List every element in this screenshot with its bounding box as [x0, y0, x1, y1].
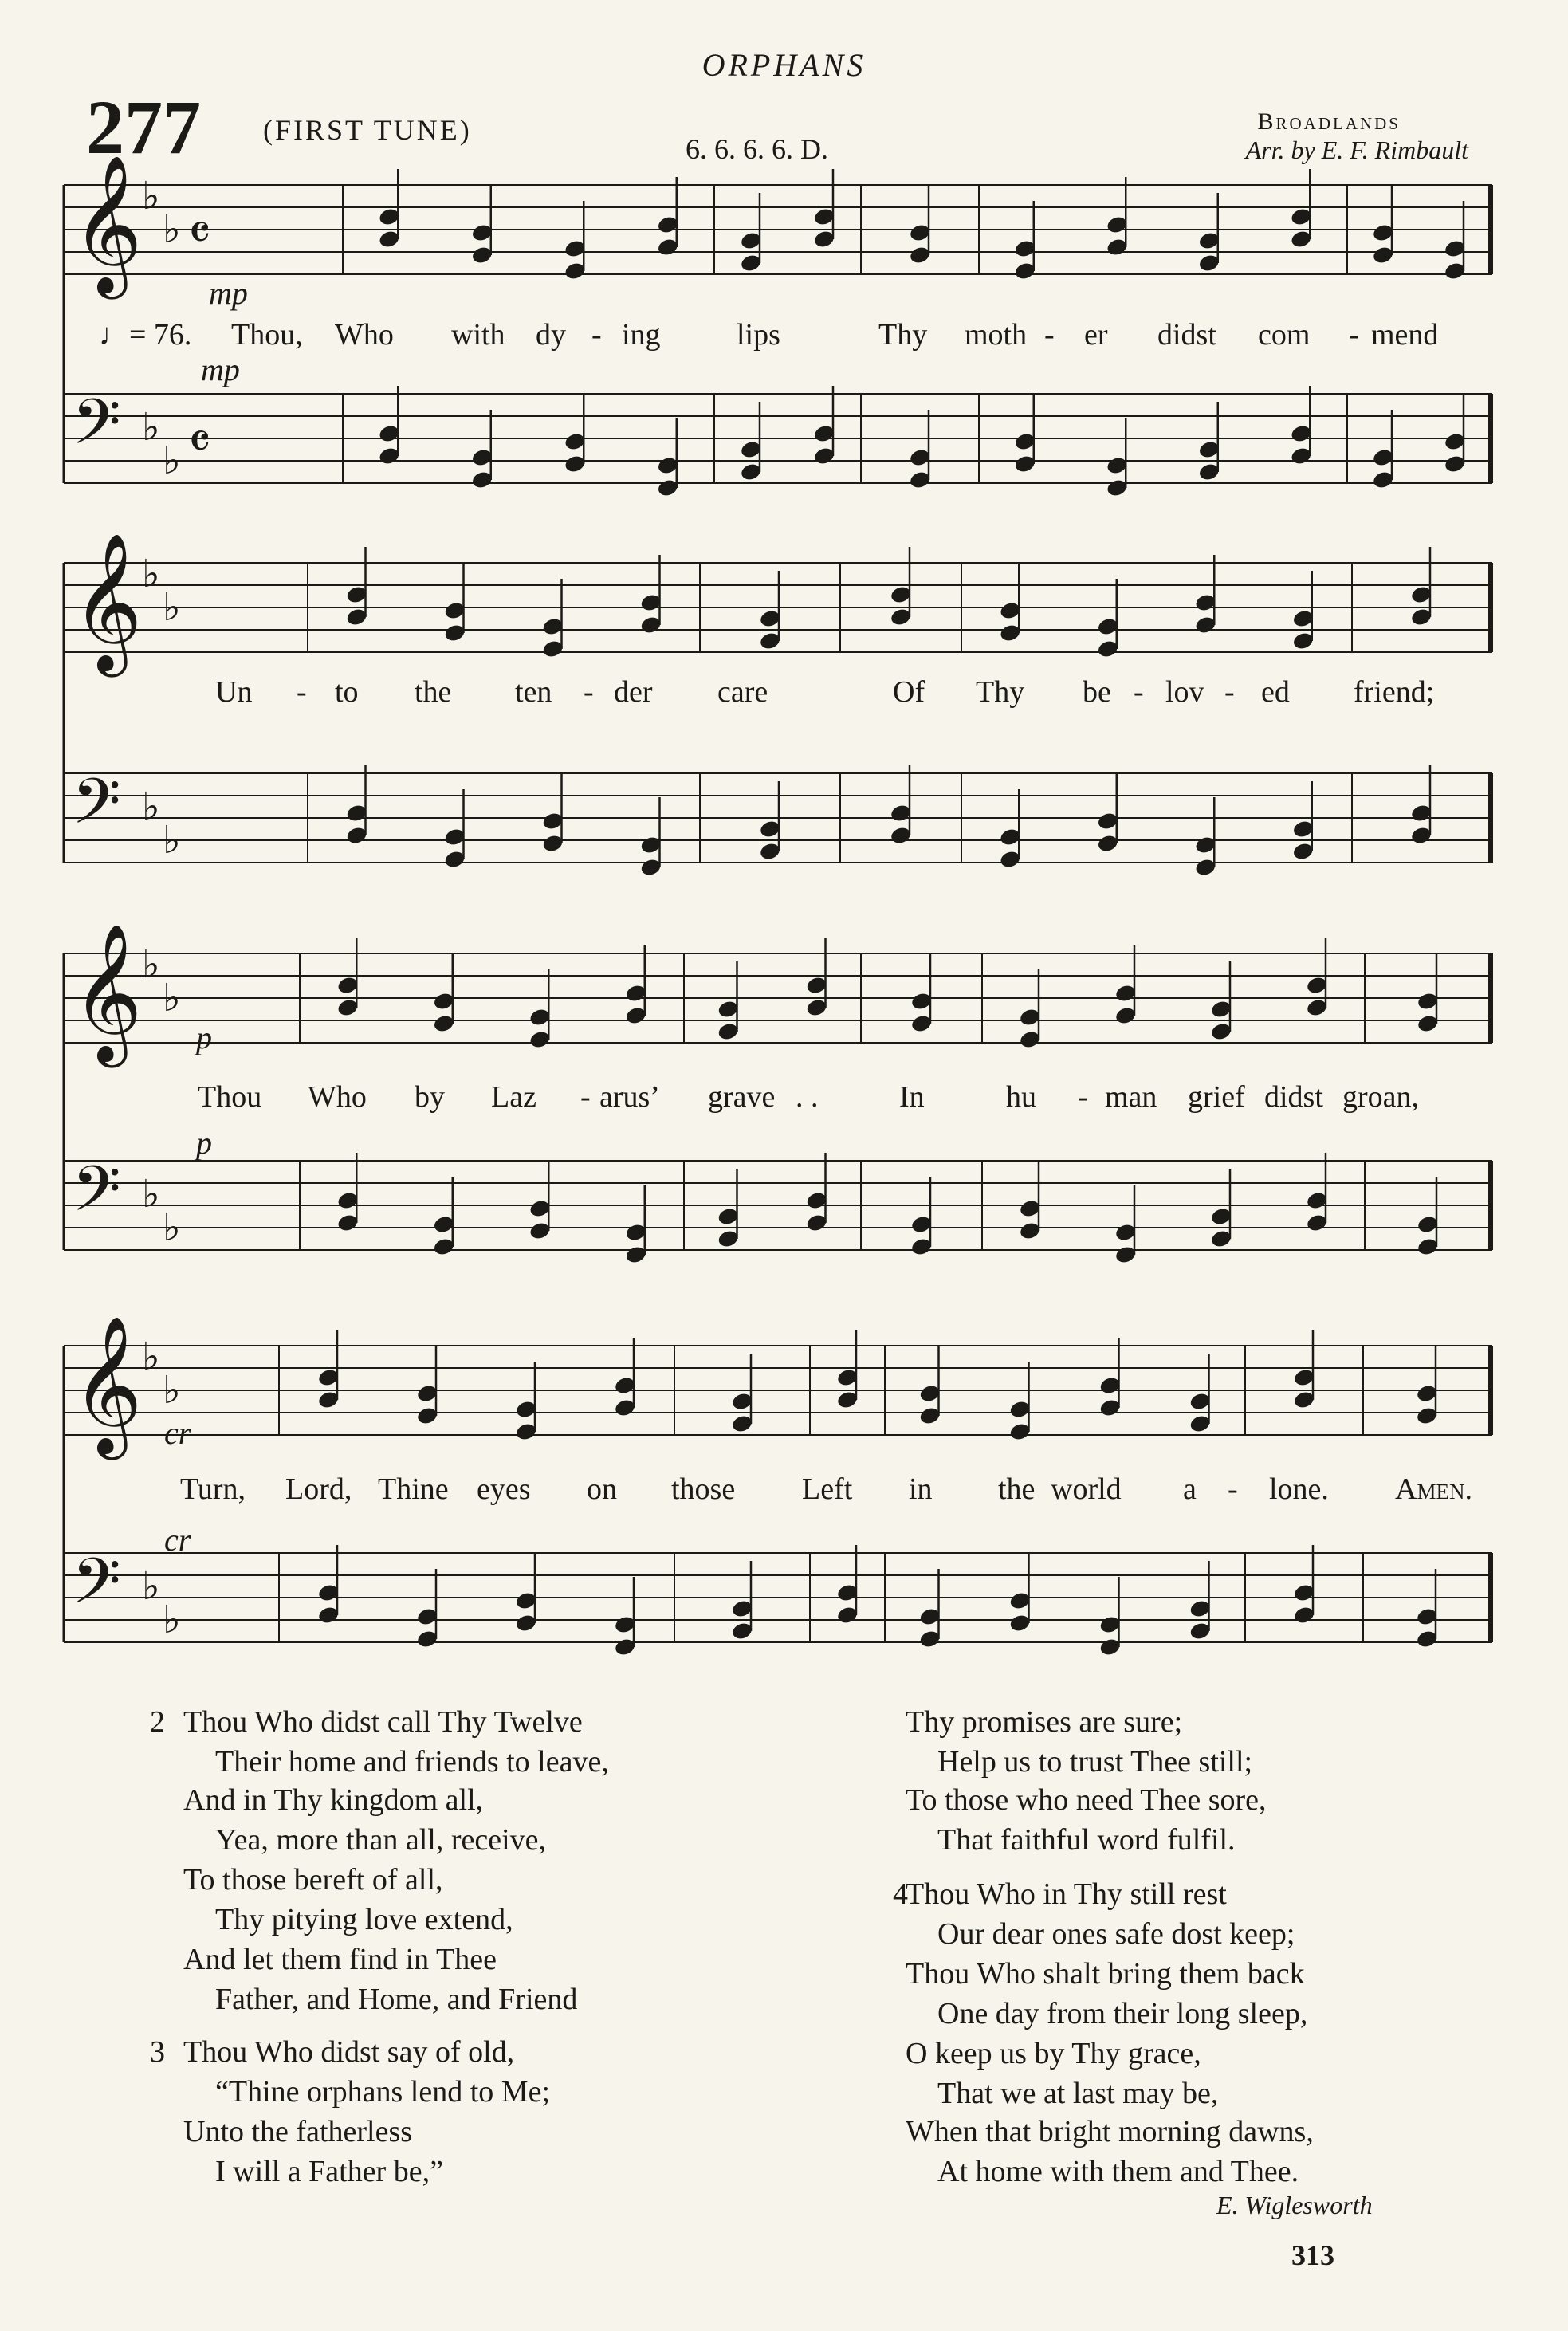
lyric-word: -	[580, 1080, 591, 1114]
flat-icon: ♭	[142, 1564, 160, 1609]
lyric-word: man	[1105, 1080, 1157, 1114]
lyric-word: er	[1084, 318, 1108, 352]
tune-label: (FIRST TUNE)	[263, 114, 472, 146]
flat-icon: ♭	[163, 1598, 181, 1642]
meter: 6. 6. 6. 6. D.	[686, 133, 828, 165]
verse-text: To those bereft of all,	[183, 1863, 443, 1897]
lyric-word: Who	[335, 318, 394, 352]
verse-text: That we at last may be,	[937, 2077, 1219, 2110]
lyric-word: Thy	[878, 318, 928, 352]
lyric-word: -	[1349, 318, 1359, 352]
lyric-word: -	[1224, 675, 1235, 709]
verse-text: Father, and Home, and Friend	[215, 1983, 578, 2016]
verse-text: Our dear ones safe dost keep;	[937, 1917, 1295, 1951]
bass-clef-icon: 𝄢	[72, 1544, 121, 1633]
lyric-word: the	[415, 675, 452, 709]
verse-text: When that bright morning dawns,	[906, 2115, 1314, 2148]
lyric-word: Un	[215, 675, 253, 709]
common-time-icon: 𝄴	[188, 204, 211, 263]
flat-icon: ♭	[163, 438, 181, 483]
lyric-word: in	[909, 1472, 933, 1506]
lyric-word: care	[717, 675, 768, 709]
lyric-word: mend	[1371, 318, 1439, 352]
lyric-word: grief	[1188, 1080, 1245, 1114]
flat-icon: ♭	[163, 818, 181, 863]
verse-text: O keep us by Thy grace,	[906, 2037, 1201, 2070]
dynamic-1-treble: mp	[209, 275, 248, 311]
dynamic-1-bass: mp	[201, 352, 240, 387]
treble-clef-icon: 𝄞	[72, 533, 143, 671]
lyric-word: der	[614, 675, 653, 709]
lyric-word: Turn,	[180, 1472, 246, 1506]
lyric-word: hu	[1006, 1080, 1036, 1114]
verse-text: Their home and friends to leave,	[215, 1745, 609, 1779]
bass-clef-icon: 𝄢	[72, 385, 121, 474]
lyric-word: -	[1044, 318, 1055, 352]
hymn-number: 277	[86, 85, 201, 170]
verse-text: Thy pitying love extend,	[215, 1903, 513, 1936]
verse-number: 4	[893, 1877, 908, 1911]
lyric-word: -	[297, 675, 307, 709]
verse-number: 3	[150, 2035, 165, 2069]
flat-icon: ♭	[142, 1335, 160, 1379]
dynamic-4-treble: cr	[164, 1415, 191, 1451]
section-title: ORPHANS	[701, 47, 867, 83]
lyric-word: grave	[708, 1080, 776, 1114]
flat-icon: ♭	[163, 976, 181, 1020]
flat-icon: ♭	[142, 942, 160, 987]
lyric-word: friend;	[1354, 675, 1435, 709]
lyric-word: lone.	[1269, 1472, 1329, 1506]
lyric-word: ed	[1261, 675, 1290, 709]
bass-clef-icon: 𝄢	[72, 1152, 121, 1241]
lyric-word: -	[1228, 1472, 1238, 1506]
verse-text: “Thine orphans lend to Me;	[215, 2075, 551, 2109]
verse-text: That faithful word fulfil.	[937, 1823, 1236, 1857]
lyric-word: In	[899, 1080, 925, 1114]
lyric-word: -	[1134, 675, 1144, 709]
lyric-word: be	[1083, 675, 1111, 709]
lyric-word: Amen.	[1395, 1472, 1472, 1506]
lyric-word: Thou	[198, 1080, 262, 1114]
verse-text: One day from their long sleep,	[937, 1997, 1308, 2030]
lyric-word: Of	[893, 675, 925, 709]
flat-icon: ♭	[142, 1172, 160, 1217]
verse-text: Unto the fatherless	[183, 2115, 413, 2148]
lyric-word: -	[584, 675, 594, 709]
flat-icon: ♭	[163, 1205, 181, 1250]
arranger: Arr. by E. F. Rimbault	[1245, 136, 1468, 164]
common-time-icon: 𝄴	[188, 413, 211, 472]
lyric-word: didst	[1157, 318, 1216, 352]
lyric-word: dy	[536, 318, 566, 352]
lyric-word: Thy	[976, 675, 1025, 709]
flat-icon: ♭	[142, 405, 160, 450]
verse-text: And let them find in Thee	[183, 1943, 497, 1976]
lyric-word: -	[1078, 1080, 1088, 1114]
lyric-word: Who	[308, 1080, 367, 1114]
lyric-word: Thou,	[231, 318, 303, 352]
lyric-word: those	[671, 1472, 736, 1506]
lyric-word: lov	[1165, 675, 1204, 709]
flat-icon: ♭	[163, 585, 181, 630]
author: E. Wiglesworth	[1216, 2191, 1373, 2219]
page-number: 313	[1291, 2239, 1334, 2271]
verse-text: And in Thy kingdom all,	[183, 1783, 484, 1817]
dynamic-4-bass: cr	[164, 1522, 191, 1558]
lyric-word: to	[335, 675, 359, 709]
lyric-word: lips	[737, 318, 780, 352]
verse-text: Thy promises are sure;	[906, 1705, 1183, 1739]
lyric-word: the	[998, 1472, 1036, 1506]
lyric-word: ing	[622, 318, 661, 352]
flat-icon: ♭	[163, 207, 181, 252]
verse-text: Help us to trust Thee still;	[937, 1745, 1253, 1779]
lyric-word: -	[591, 318, 602, 352]
lyric-word: didst	[1264, 1080, 1323, 1114]
lyric-word: Left	[802, 1472, 853, 1506]
verse-text: Thou Who in Thy still rest	[906, 1877, 1227, 1911]
lyric-word: arus’	[599, 1080, 660, 1114]
dynamic-3-treble: p	[196, 1020, 212, 1055]
lyric-word: moth	[965, 318, 1028, 352]
lyric-word: ten	[515, 675, 552, 709]
verse-text: Thou Who didst say of old,	[183, 2035, 515, 2069]
verse-number: 2	[150, 1705, 165, 1739]
lyric-word: Lord,	[285, 1472, 352, 1506]
flat-icon: ♭	[142, 552, 160, 596]
lyric-word: Laz	[491, 1080, 536, 1114]
treble-clef-icon: 𝄞	[72, 923, 143, 1062]
lyric-word: . .	[796, 1080, 819, 1114]
verse-text: I will a Father be,”	[215, 2155, 443, 2188]
flat-icon: ♭	[163, 1368, 181, 1413]
verse-text: Thou Who didst call Thy Twelve	[183, 1705, 583, 1739]
lyric-word: on	[587, 1472, 617, 1506]
treble-clef-icon: 𝄞	[72, 155, 143, 293]
lyric-word: a	[1183, 1472, 1197, 1506]
lyric-word: by	[415, 1080, 445, 1114]
lyric-word: eyes	[477, 1472, 531, 1506]
lyric-word: Thine	[378, 1472, 449, 1506]
treble-clef-icon: 𝄞	[72, 1315, 143, 1454]
flat-icon: ♭	[142, 174, 160, 218]
verse-text: Yea, more than all, receive,	[215, 1823, 547, 1857]
lyric-word: with	[451, 318, 505, 352]
lyric-word: world	[1051, 1472, 1122, 1506]
verse-text: To those who need Thee sore,	[906, 1783, 1267, 1817]
lyric-word: com	[1258, 318, 1311, 352]
tune-name: Broadlands	[1257, 108, 1401, 135]
dynamic-3-bass: p	[196, 1125, 212, 1161]
lyric-word: groan,	[1342, 1080, 1420, 1114]
tempo-marking: ♩= 76.	[99, 318, 192, 352]
verse-text: At home with them and Thee.	[937, 2155, 1299, 2188]
verse-text: Thou Who shalt bring them back	[906, 1957, 1305, 1991]
bass-clef-icon: 𝄢	[72, 765, 121, 854]
flat-icon: ♭	[142, 784, 160, 829]
